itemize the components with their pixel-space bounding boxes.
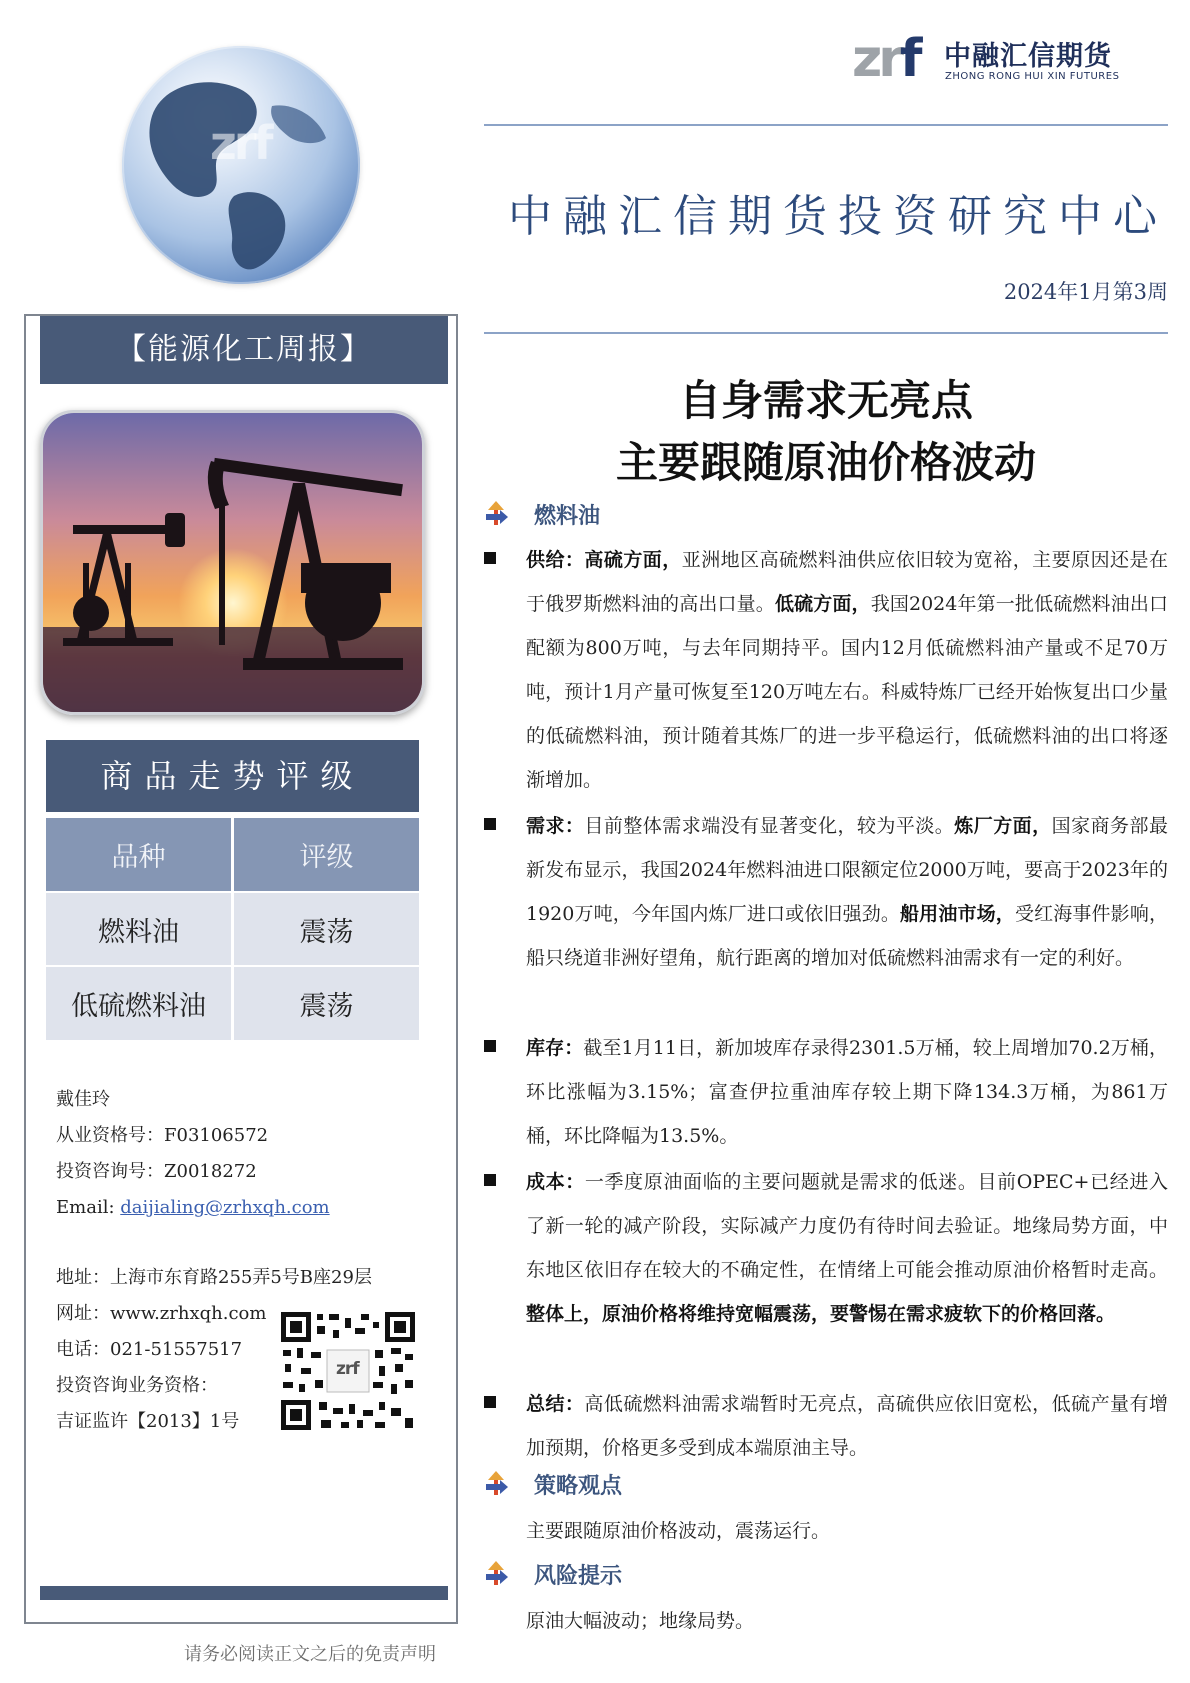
demand-text-3: 受红海事件影响，船只绕道非洲好望角，航行距离的增加对低硫燃料油需求有一定的利好。 xyxy=(526,903,1168,969)
section-arrow-icon xyxy=(484,1561,510,1587)
brand-name-en: ZHONG RONG HUI XIN FUTURES xyxy=(945,71,1120,82)
header-divider xyxy=(484,124,1168,126)
headline-line-1: 自身需求无亮点 xyxy=(678,376,973,425)
risk-text: 原油大幅波动；地缘局势。 xyxy=(526,1610,755,1632)
report-type-tag: 【能源化工周报】 xyxy=(40,316,448,384)
research-center-title: 中融汇信期货投资研究中心 xyxy=(508,191,1168,242)
inventory-text: 截至1月11日，新加坡库存录得2301.5万桶，较上周增加70.2万桶，环比涨幅为3.15%；富查伊拉重油库存较上期下降134.3万桶，为861万桶，环比降幅为13.5%。 xyxy=(526,1037,1168,1147)
analyst-contact xyxy=(56,1082,330,1226)
qr-code-icon xyxy=(281,1312,415,1430)
license-label: 投资咨询业务资格： xyxy=(56,1375,218,1396)
sidebar-footer-bar xyxy=(40,1586,448,1600)
company-address: 地址：上海市东育路255弄5号B座29层 xyxy=(56,1267,372,1288)
section-fuel-oil xyxy=(484,496,600,532)
high-sulfur-label: 高硫方面， xyxy=(584,549,682,571)
header-divider-2 xyxy=(484,332,1168,334)
demand-text-2: 国家商务部最新发布显示，我国2024年燃料油进口限额定位2000万吨，要高于2023年的1920万吨，今年国内炼厂进口或依旧强劲。 xyxy=(526,815,1168,925)
commodity-cell: 燃料油 xyxy=(46,892,233,966)
low-sulfur-text: 我国2024年第一批低硫燃料油出口配额为800万吨，与去年同期持平。国内12月低硫燃料油产量或不足70万吨，预计1月产量可恢复至120万吨左右。科威特炼厂已经开始恢复出口少量的低硫燃料油，预计随着其炼厂的进一步平稳运行，低硫燃料油的出口将逐渐增加。 xyxy=(526,593,1168,791)
supply-label: 供给： xyxy=(526,549,585,571)
license-number: 吉证监许【2013】1号 xyxy=(56,1411,240,1432)
analyst-name: 戴佳玲 xyxy=(56,1089,110,1110)
inventory-paragraph xyxy=(484,1026,1168,1158)
rating-table-header xyxy=(46,818,419,892)
col-header-commodity: 品种 xyxy=(46,818,233,892)
cost-paragraph xyxy=(484,1160,1168,1336)
oil-pump-photo xyxy=(40,410,425,715)
cost-conclusion: 整体上，原油价格将维持宽幅震荡，要警惕在需求疲软下的价格回落。 xyxy=(526,1303,1116,1325)
disclaimer-note: 请务必阅读正文之后的免责声明 xyxy=(184,1644,436,1665)
high-sulfur-text: 亚洲地区高硫燃料油供应依旧较为宽裕，主要原因还是在于俄罗斯燃料油的高出口量。 xyxy=(526,549,1168,615)
section-title: 燃料油 xyxy=(534,502,601,529)
demand-paragraph xyxy=(484,804,1168,980)
table-row xyxy=(46,966,419,1040)
company-website: 网址：www.zrhxqh.com xyxy=(56,1303,267,1324)
brand-name-cn: 中融汇信期货 xyxy=(944,41,1112,72)
oil-pumpjack-image xyxy=(43,413,425,715)
rating-cell: 震荡 xyxy=(233,892,420,966)
bullet-square-icon xyxy=(484,1396,496,1408)
section-title: 风险提示 xyxy=(534,1562,623,1589)
rating-cell: 震荡 xyxy=(233,966,420,1040)
qr-logo-text: zrf xyxy=(336,1359,359,1379)
commodity-cell: 低硫燃料油 xyxy=(46,966,233,1040)
demand-text-1: 目前整体需求端没有显著变化，较为平淡。 xyxy=(584,815,955,837)
bullet-square-icon xyxy=(484,1040,496,1052)
supply-paragraph xyxy=(484,538,1168,802)
cost-label: 成本： xyxy=(526,1171,585,1193)
demand-label: 需求： xyxy=(526,815,585,837)
globe-icon xyxy=(122,46,360,284)
brand-logo xyxy=(852,28,1122,90)
table-row xyxy=(46,892,419,966)
email-row xyxy=(56,1190,330,1226)
section-risk xyxy=(484,1556,622,1592)
globe-logo-text: zrf xyxy=(210,116,271,170)
qualification-number: 从业资格号：F03106572 xyxy=(56,1125,269,1146)
col-header-rating: 评级 xyxy=(233,818,420,892)
rating-title: 商品走势评级 xyxy=(46,740,419,812)
bunker-label: 船用油市场， xyxy=(900,903,1015,925)
section-arrow-icon xyxy=(484,1471,510,1497)
summary-text: 高低硫燃料油需求端暂时无亮点，高硫供应依旧宽松，低硫产量有增加预期，价格更多受到成本端原油主导。 xyxy=(526,1393,1168,1459)
headline-line-2: 主要跟随原油价格波动 xyxy=(615,438,1036,487)
inventory-label: 库存： xyxy=(526,1037,584,1059)
summary-paragraph xyxy=(484,1382,1168,1470)
refinery-label: 炼厂方面， xyxy=(954,815,1052,837)
email-link[interactable]: daijialing@zrhxqh.com xyxy=(120,1197,330,1218)
report-week: 2024年1月第3周 xyxy=(1003,280,1168,304)
section-title: 策略观点 xyxy=(534,1472,623,1499)
company-phone: 电话：021-51557517 xyxy=(56,1339,243,1360)
strategy-text: 主要跟随原油价格波动，震荡运行。 xyxy=(526,1520,831,1542)
section-arrow-icon xyxy=(484,501,510,527)
rating-table xyxy=(46,818,419,1040)
bullet-square-icon xyxy=(484,818,496,830)
low-sulfur-label: 低硫方面， xyxy=(774,593,871,615)
section-strategy xyxy=(484,1466,622,1502)
bullet-square-icon xyxy=(484,552,496,564)
bullet-square-icon xyxy=(484,1174,496,1186)
cost-text: 一季度原油面临的主要问题就是需求的低迷。目前OPEC+已经进入了新一轮的减产阶段，实际减产力度仍有待时间去验证。地缘局势方面，中东地区依旧存在较大的不确定性，在情绪上可能会推动原油价格暂时走高。 xyxy=(526,1171,1168,1281)
summary-label: 总结： xyxy=(526,1393,585,1415)
email-label: Email: xyxy=(56,1197,115,1218)
consult-number: 投资咨询号：Z0018272 xyxy=(56,1161,257,1182)
brand-logo-icon: zrf xyxy=(852,29,919,89)
